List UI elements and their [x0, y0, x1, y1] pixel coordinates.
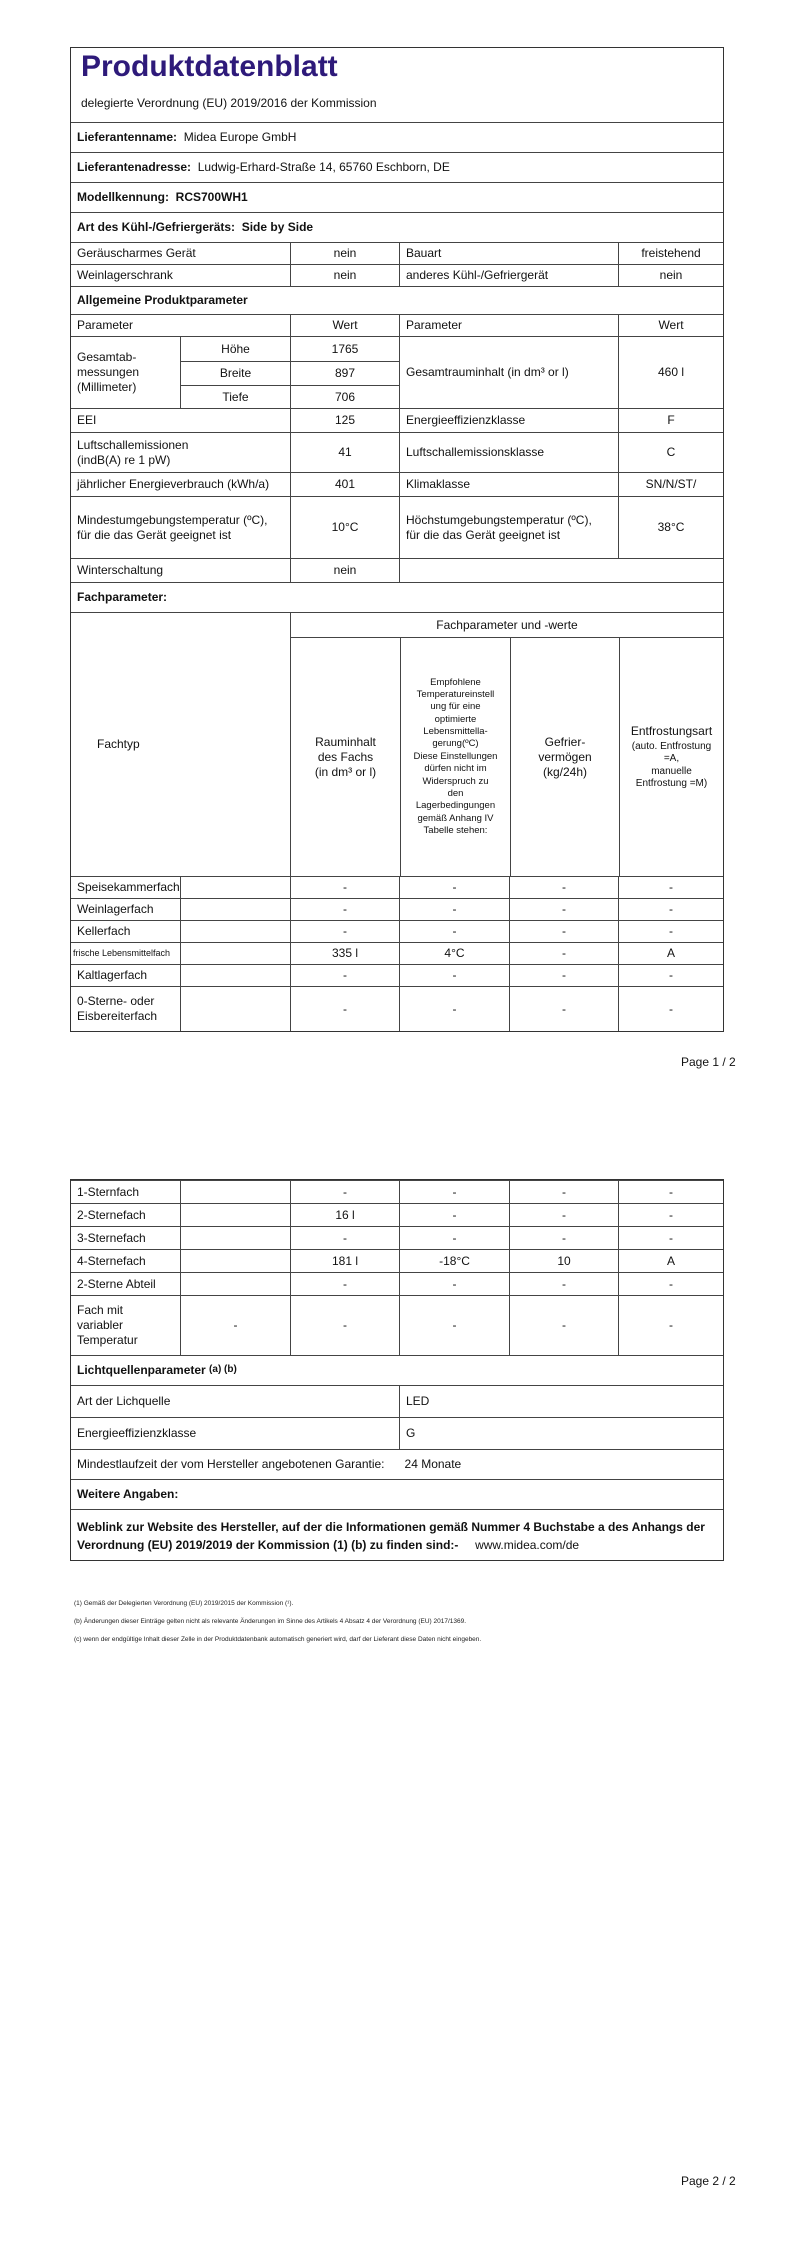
compartment-name: 2-Sternefach — [77, 1207, 146, 1222]
compartment-row — [71, 1272, 723, 1295]
model-id: RCS700WH1 — [175, 190, 248, 204]
light-class-label: Energieeffizienzklasse — [77, 1426, 197, 1440]
col-freezing-capacity: Gefrier- vermögen (kg/24h) — [510, 638, 619, 876]
compartment-volume: 181 l — [290, 1250, 399, 1272]
noise-label: Luftschallemissionen (indB(A) re 1 pW) — [77, 437, 189, 467]
compartment-sub — [180, 899, 290, 920]
compartment-temp: - — [399, 987, 509, 1031]
other-value: nein — [618, 265, 723, 286]
climate-label: Klimaklasse — [399, 473, 618, 496]
compartment-freeze: 10 — [509, 1250, 618, 1272]
weblink-text: Weblink zur Website des Hersteller, auf der die Informationen gemäß Nummer 4 Buchstabe a des Anhangs der Verordnung (EU) 2019/2019 der Kommission (1) (b) zu finden sind:- — [77, 1519, 705, 1552]
compartment-volume: 335 l — [290, 943, 399, 964]
footnote-2: (b) Änderungen dieser Einträge gelten nicht als relevante Änderungen im Sinne des Artikels 4 Absatz 4 der Verordnung (EU) 2017/1369. — [74, 1618, 467, 1625]
compartment-sub — [180, 1181, 290, 1203]
compartment-row — [71, 1226, 723, 1249]
compartment-column-header — [71, 612, 723, 876]
winter-row — [71, 558, 723, 582]
variable-temp-label: Fach mit variabler Temperatur — [77, 1303, 138, 1347]
compartment-row — [71, 986, 723, 1031]
compartment-temp: - — [399, 965, 509, 986]
compartment-volume: - — [290, 1273, 399, 1295]
general-header-row — [71, 286, 723, 314]
compartment-defrost: - — [618, 1204, 723, 1226]
col-parameter-left: Parameter — [77, 318, 134, 332]
compartment-row — [71, 898, 723, 920]
variable-temp-sub: - — [180, 1296, 290, 1355]
compartment-defrost: A — [618, 1250, 723, 1272]
compartment-freeze: - — [509, 1227, 618, 1249]
volume-value: 460 l — [618, 337, 723, 408]
compartment-row — [71, 1249, 723, 1272]
compartment-volume: - — [290, 1227, 399, 1249]
consumption-label: jährlicher Energieverbrauch (kWh/a) — [77, 477, 270, 491]
compartment-name: 4-Sternefach — [77, 1253, 146, 1268]
variable-temp-defrost: - — [618, 1296, 723, 1355]
compartment-freeze: - — [509, 1204, 618, 1226]
compartment-temp: - — [399, 1204, 509, 1226]
compartment-row — [71, 942, 723, 964]
compartment-sub — [180, 1273, 290, 1295]
wine-value: nein — [290, 265, 399, 286]
light-header: Lichtquellenparameter — [77, 1363, 206, 1377]
warranty-value: 24 Monate — [404, 1457, 462, 1471]
wine-row — [71, 264, 723, 286]
compartment-temp: 4°C — [399, 943, 509, 964]
dim-width-label: Breite — [180, 361, 290, 385]
eei-row — [71, 408, 723, 432]
low-noise-row — [71, 242, 723, 264]
compartment-defrost: - — [618, 921, 723, 942]
compartment-defrost: - — [618, 899, 723, 920]
compartment-freeze: - — [509, 987, 618, 1031]
weblink-row — [71, 1509, 723, 1561]
supplier-address-row — [71, 152, 723, 182]
compartment-defrost: - — [618, 1181, 723, 1203]
compartment-name: frische Lebensmittelfach — [73, 947, 171, 958]
page-title: Produktdatenblatt — [81, 50, 338, 83]
compartment-name: 1-Sternfach — [77, 1184, 140, 1199]
compartment-freeze: - — [509, 943, 618, 964]
compartment-volume: - — [290, 921, 399, 942]
compartment-sub — [180, 877, 290, 898]
compartment-name: Speisekammerfach — [77, 880, 180, 894]
further-info-row — [71, 1479, 723, 1509]
compartment-volume: 16 l — [290, 1204, 399, 1226]
dim-depth-value: 706 — [290, 385, 399, 409]
eei-value: 125 — [290, 409, 399, 432]
footnote-1: (1) Gemäß der Delegierten Verordnung (EU) 2019/2015 der Kommission (¹). — [74, 1600, 294, 1607]
compartment-defrost: - — [618, 987, 723, 1031]
light-class-value: G — [399, 1418, 723, 1449]
min-temp-value: 10°C — [290, 497, 399, 558]
light-type-value: LED — [399, 1386, 723, 1417]
compartment-name: 3-Sternefach — [77, 1230, 146, 1245]
compartment-volume: - — [290, 965, 399, 986]
compartment-row — [71, 1203, 723, 1226]
compartment-temp: - — [399, 1181, 509, 1203]
supplier-name-label: Lieferantenname: — [77, 130, 178, 144]
supplier-address: Ludwig-Erhard-Straße 14, 65760 Eschborn, DE — [197, 160, 450, 174]
col-parameter-right: Parameter — [399, 315, 618, 336]
light-header-note: (a) (b) — [209, 1364, 237, 1376]
energy-class-value: F — [618, 409, 723, 432]
general-header: Allgemeine Produktparameter — [77, 293, 248, 307]
noise-value: 41 — [290, 433, 399, 472]
compartment-sub — [180, 1227, 290, 1249]
light-type-label: Art der Lichquelle — [77, 1394, 171, 1408]
compartment-temp: - — [399, 1227, 509, 1249]
compartment-name: Kellerfach — [77, 924, 131, 938]
dim-depth-label: Tiefe — [180, 385, 290, 409]
variable-temp-temp: - — [399, 1296, 509, 1355]
max-temp-value: 38°C — [618, 497, 723, 558]
compartment-volume: - — [290, 987, 399, 1031]
appliance-type-row — [71, 212, 723, 242]
design-label: Bauart — [399, 243, 618, 264]
compartment-volume: - — [290, 899, 399, 920]
compartment-subheader: Fachparameter und -werte — [436, 618, 578, 632]
light-type-row — [71, 1385, 723, 1417]
page-number-1: Page 1 / 2 — [681, 1055, 736, 1069]
compartment-temp: -18°C — [399, 1250, 509, 1272]
weblink[interactable]: www.midea.com/de — [475, 1537, 580, 1552]
compartment-name: 2-Sterne Abteil — [77, 1276, 156, 1291]
warranty-row — [71, 1449, 723, 1479]
warranty-label: Mindestlaufzeit der vom Hersteller angebotenen Garantie: — [77, 1457, 385, 1471]
low-noise-value: nein — [290, 243, 399, 264]
dim-height-label: Höhe — [180, 337, 290, 361]
light-class-row — [71, 1417, 723, 1449]
dimensions-row — [71, 336, 723, 408]
compartment-sub — [180, 987, 290, 1031]
datasheet-page-2 — [70, 1179, 724, 1561]
col-defrost-note: (auto. Entfrostung =A, manuelle Entfrostung =M) — [631, 740, 712, 789]
noise-class-label: Luftschallemissionsklasse — [399, 433, 618, 472]
volume-label: Gesamtrauminhalt (in dm³ or l) — [399, 337, 618, 408]
compartment-temp: - — [399, 877, 509, 898]
compartment-name: Kaltlagerfach — [77, 968, 148, 982]
compartment-sub — [180, 1250, 290, 1272]
noise-row — [71, 432, 723, 472]
light-header-row — [71, 1355, 723, 1385]
compartment-row — [71, 1180, 723, 1203]
page-number-2: Page 2 / 2 — [681, 2174, 736, 2188]
col-compartment-volume: Rauminhalt des Fachs (in dm³ or l) — [314, 734, 377, 779]
max-temp-label: Höchstumgebungstemperatur (ºC), für die das Gerät geeignet ist — [399, 497, 618, 558]
compartment-temp: - — [399, 899, 509, 920]
climate-value: SN/N/ST/ — [618, 473, 723, 496]
compartment-row — [71, 876, 723, 898]
page-subtitle: delegierte Verordnung (EU) 2019/2016 der Kommission — [81, 96, 377, 110]
further-info-label: Weitere Angaben: — [77, 1487, 179, 1501]
compartment-defrost: - — [618, 877, 723, 898]
compartment-volume: - — [290, 1181, 399, 1203]
compartment-freeze: - — [509, 1181, 618, 1203]
compartment-row — [71, 920, 723, 942]
model-row — [71, 182, 723, 212]
col-recommended-temp: Empfohlene Temperatureinstell ung für eine optimierte Lebensmittella- gerung(ºC) Diese Einstellungen dürfen nicht im Widerspruch zu den Lagerbedingungen gemäß Anhang IV Tabelle stehen: — [400, 638, 510, 876]
consumption-value: 401 — [290, 473, 399, 496]
compartment-name: Weinlagerfach — [77, 902, 154, 916]
other-label: anderes Kühl-/Gefriergerät — [399, 265, 618, 286]
wine-label: Weinlagerschrank — [77, 268, 173, 282]
supplier-address-label: Lieferantenadresse: — [77, 160, 192, 174]
datasheet-page-1 — [70, 47, 724, 1032]
compartment-sub — [180, 965, 290, 986]
eei-label: EEI — [77, 413, 97, 427]
compartment-freeze: - — [509, 877, 618, 898]
appliance-type: Side by Side — [241, 220, 314, 234]
col-defrost: Entfrostungsart — [630, 723, 713, 738]
design-value: freistehend — [618, 243, 723, 264]
ambient-temp-row — [71, 496, 723, 558]
min-temp-label: Mindestumgebungstemperatur (ºC), für die das Gerät geeignet ist — [77, 512, 268, 542]
general-column-header-row — [71, 314, 723, 336]
compartment-row — [71, 964, 723, 986]
variable-temp-volume: - — [290, 1296, 399, 1355]
dimensions-label: Gesamtab- messungen (Millimeter) — [77, 350, 140, 394]
col-compartment-type: Fachtyp — [97, 737, 140, 751]
compartment-defrost: - — [618, 1227, 723, 1249]
compartment-defrost: - — [618, 1273, 723, 1295]
variable-temp-row — [71, 1295, 723, 1355]
compartment-name: 0-Sterne- oder Eisbereiterfach — [77, 994, 158, 1023]
energy-class-label: Energieeffizienzklasse — [399, 409, 618, 432]
compartment-temp: - — [399, 921, 509, 942]
compartment-sub — [180, 1204, 290, 1226]
low-noise-label: Geräuscharmes Gerät — [77, 246, 196, 260]
compartment-sub — [180, 921, 290, 942]
appliance-type-label: Art des Kühl-/Gefriergeräts: — [77, 220, 236, 234]
compartment-freeze: - — [509, 921, 618, 942]
supplier-name: Midea Europe GmbH — [183, 130, 297, 144]
compartment-defrost: - — [618, 965, 723, 986]
dim-height-value: 1765 — [290, 337, 399, 361]
compartment-sub — [180, 943, 290, 964]
noise-class-value: C — [618, 433, 723, 472]
compartment-freeze: - — [509, 1273, 618, 1295]
consumption-row — [71, 472, 723, 496]
dim-width-value: 897 — [290, 361, 399, 385]
winter-label: Winterschaltung — [77, 563, 164, 577]
variable-temp-freeze: - — [509, 1296, 618, 1355]
compartment-header-row — [71, 582, 723, 612]
model-label: Modellkennung: — [77, 190, 169, 204]
compartment-temp: - — [399, 1273, 509, 1295]
compartment-freeze: - — [509, 965, 618, 986]
compartment-freeze: - — [509, 899, 618, 920]
supplier-name-row — [71, 122, 723, 152]
footnote-3: (c) wenn der endgültige Inhalt dieser Zelle in der Produktdatenbank automatisch generiert wird, darf der Lieferant diese Daten nicht eingeben. — [74, 1636, 482, 1643]
compartment-volume: - — [290, 877, 399, 898]
compartment-defrost: A — [618, 943, 723, 964]
winter-value: nein — [290, 559, 399, 582]
col-value-right: Wert — [618, 315, 723, 336]
compartment-header: Fachparameter: — [77, 590, 168, 604]
col-value-left: Wert — [290, 315, 399, 336]
